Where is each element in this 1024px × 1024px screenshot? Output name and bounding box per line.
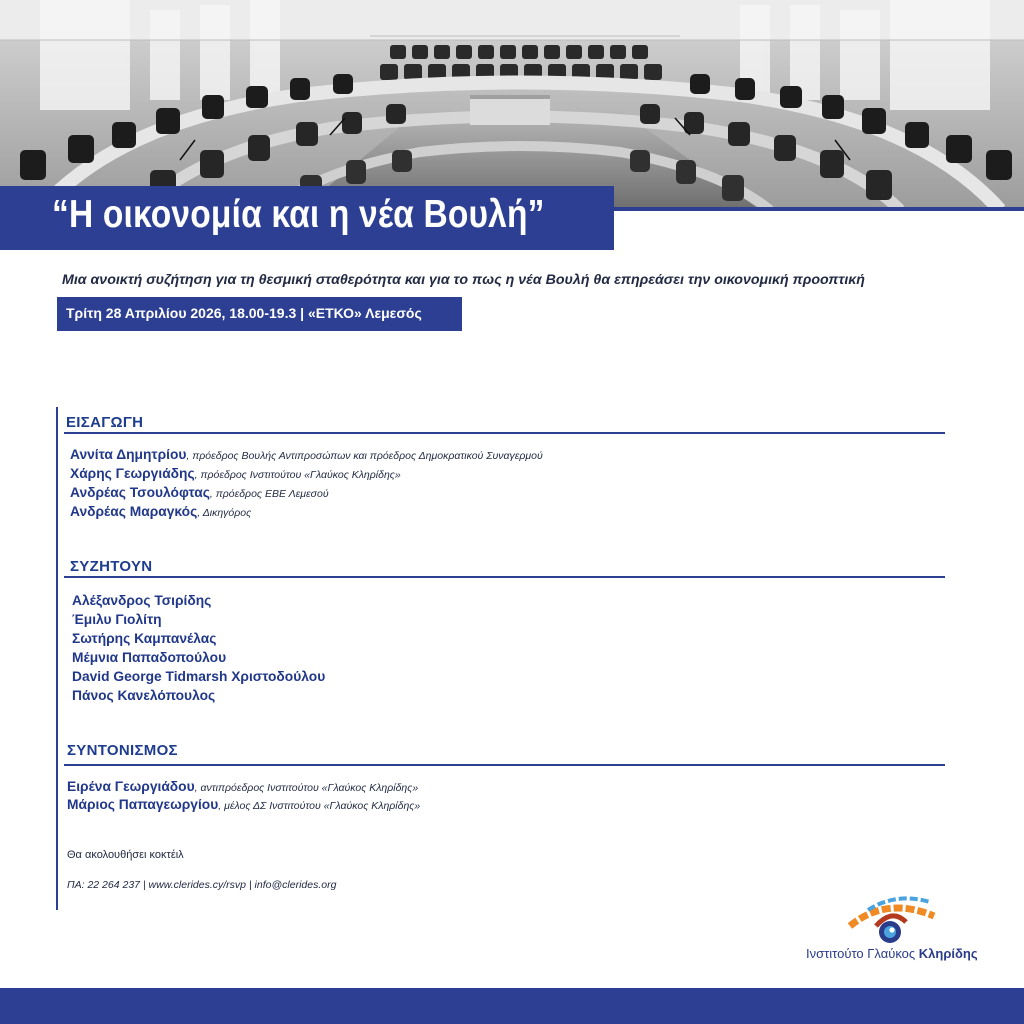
parliament-hall-photo (0, 0, 1024, 210)
moderator-entry (67, 779, 418, 794)
title-divider (614, 207, 1024, 211)
panelist-name: Μέμνια Παπαδοπούλου (72, 650, 227, 665)
panelist-name: Πάνος Κανελόπουλος (72, 688, 216, 703)
panelist-name: David George Tidmarsh Χριστοδούλου (72, 669, 326, 684)
section-title-moderation: ΣΥΝΤΟΝΙΣΜΟΣ (67, 742, 178, 759)
moderator-name: Μάριος Παπαγεωργίου (67, 797, 219, 812)
moderator-role: , αντιπρόεδρος Ινστιτούτου «Γλαύκος Κληρίδης» (194, 782, 419, 794)
clerides-institute-logo-icon (846, 892, 938, 944)
section-divider (64, 432, 945, 434)
panelist-name: Αλέξανδρος Τσιρίδης (72, 593, 212, 608)
speaker-name: Ανδρέας Μαραγκός (70, 504, 198, 519)
speaker-role: , πρόεδρος Ινστιτούτου «Γλαύκος Κληρίδης» (194, 469, 401, 481)
moderator-entry (67, 797, 420, 812)
section-divider (64, 764, 945, 766)
section-divider (64, 576, 945, 578)
speaker-name: Αννίτα Δημητρίου (70, 447, 187, 462)
panelist-entry (72, 593, 211, 608)
logo-text (806, 946, 978, 961)
panelist-entry (72, 688, 215, 703)
event-subtitle: Μια ανοικτή συζήτηση για τη θεσμική σταθερότητα και για το πως η νέα Βουλή θα επηρεάσει την οικονομική προοπτική (62, 272, 865, 288)
moderator-role: , μέλος ΔΣ Ινστιτούτου «Γλαύκος Κληρίδης» (218, 800, 421, 812)
header-photo (0, 0, 1024, 210)
speaker-entry (70, 447, 543, 462)
section-title-intro: ΕΙΣΑΓΩΓΗ (66, 414, 144, 431)
section-title-discuss: ΣΥΖΗΤΟΥΝ (70, 558, 153, 575)
speaker-role: , πρόεδρος ΕΒΕ Λεμεσού (209, 488, 329, 500)
event-date-location: Τρίτη 28 Απριλίου 2026, 18.00-19.3 | «ΕΤΚΟ» Λεμεσός (66, 305, 422, 321)
contact-info: ΠΑ: 22 264 237 | www.clerides.cy/rsvp | info@clerides.org (67, 879, 337, 891)
moderator-name: Ειρένα Γεωργιάδου (67, 779, 195, 794)
panelist-entry (72, 650, 226, 665)
page-title: “Η οικονομία και η νέα Βουλή” (52, 193, 545, 236)
panelist-entry (72, 631, 216, 646)
speaker-entry (70, 485, 329, 500)
speaker-role: , πρόεδρος Βουλής Αντιπροσώπων και πρόεδρος Δημοκρατικού Συναγερμού (186, 450, 543, 462)
footer-bar (0, 988, 1024, 1024)
panelist-name: Έμιλυ Γιολίτη (72, 612, 162, 627)
logo-text-regular: Ινστιτούτο Γλαύκος (806, 946, 919, 961)
panelist-name: Σωτήρης Καμπανέλας (72, 631, 217, 646)
speaker-entry (70, 466, 401, 481)
speaker-name: Χάρης Γεωργιάδης (70, 466, 195, 481)
cocktail-note: Θα ακολουθήσει κοκτέιλ (67, 849, 184, 861)
panelist-entry (72, 612, 162, 627)
programme-vertical-rule (56, 407, 58, 910)
speaker-name: Ανδρέας Τσουλόφτας (70, 485, 210, 500)
speaker-role: , Δικηγόρος (197, 507, 252, 519)
speaker-entry (70, 504, 251, 519)
panelist-entry (72, 669, 325, 684)
logo-text-bold: Κληρίδης (918, 946, 978, 961)
